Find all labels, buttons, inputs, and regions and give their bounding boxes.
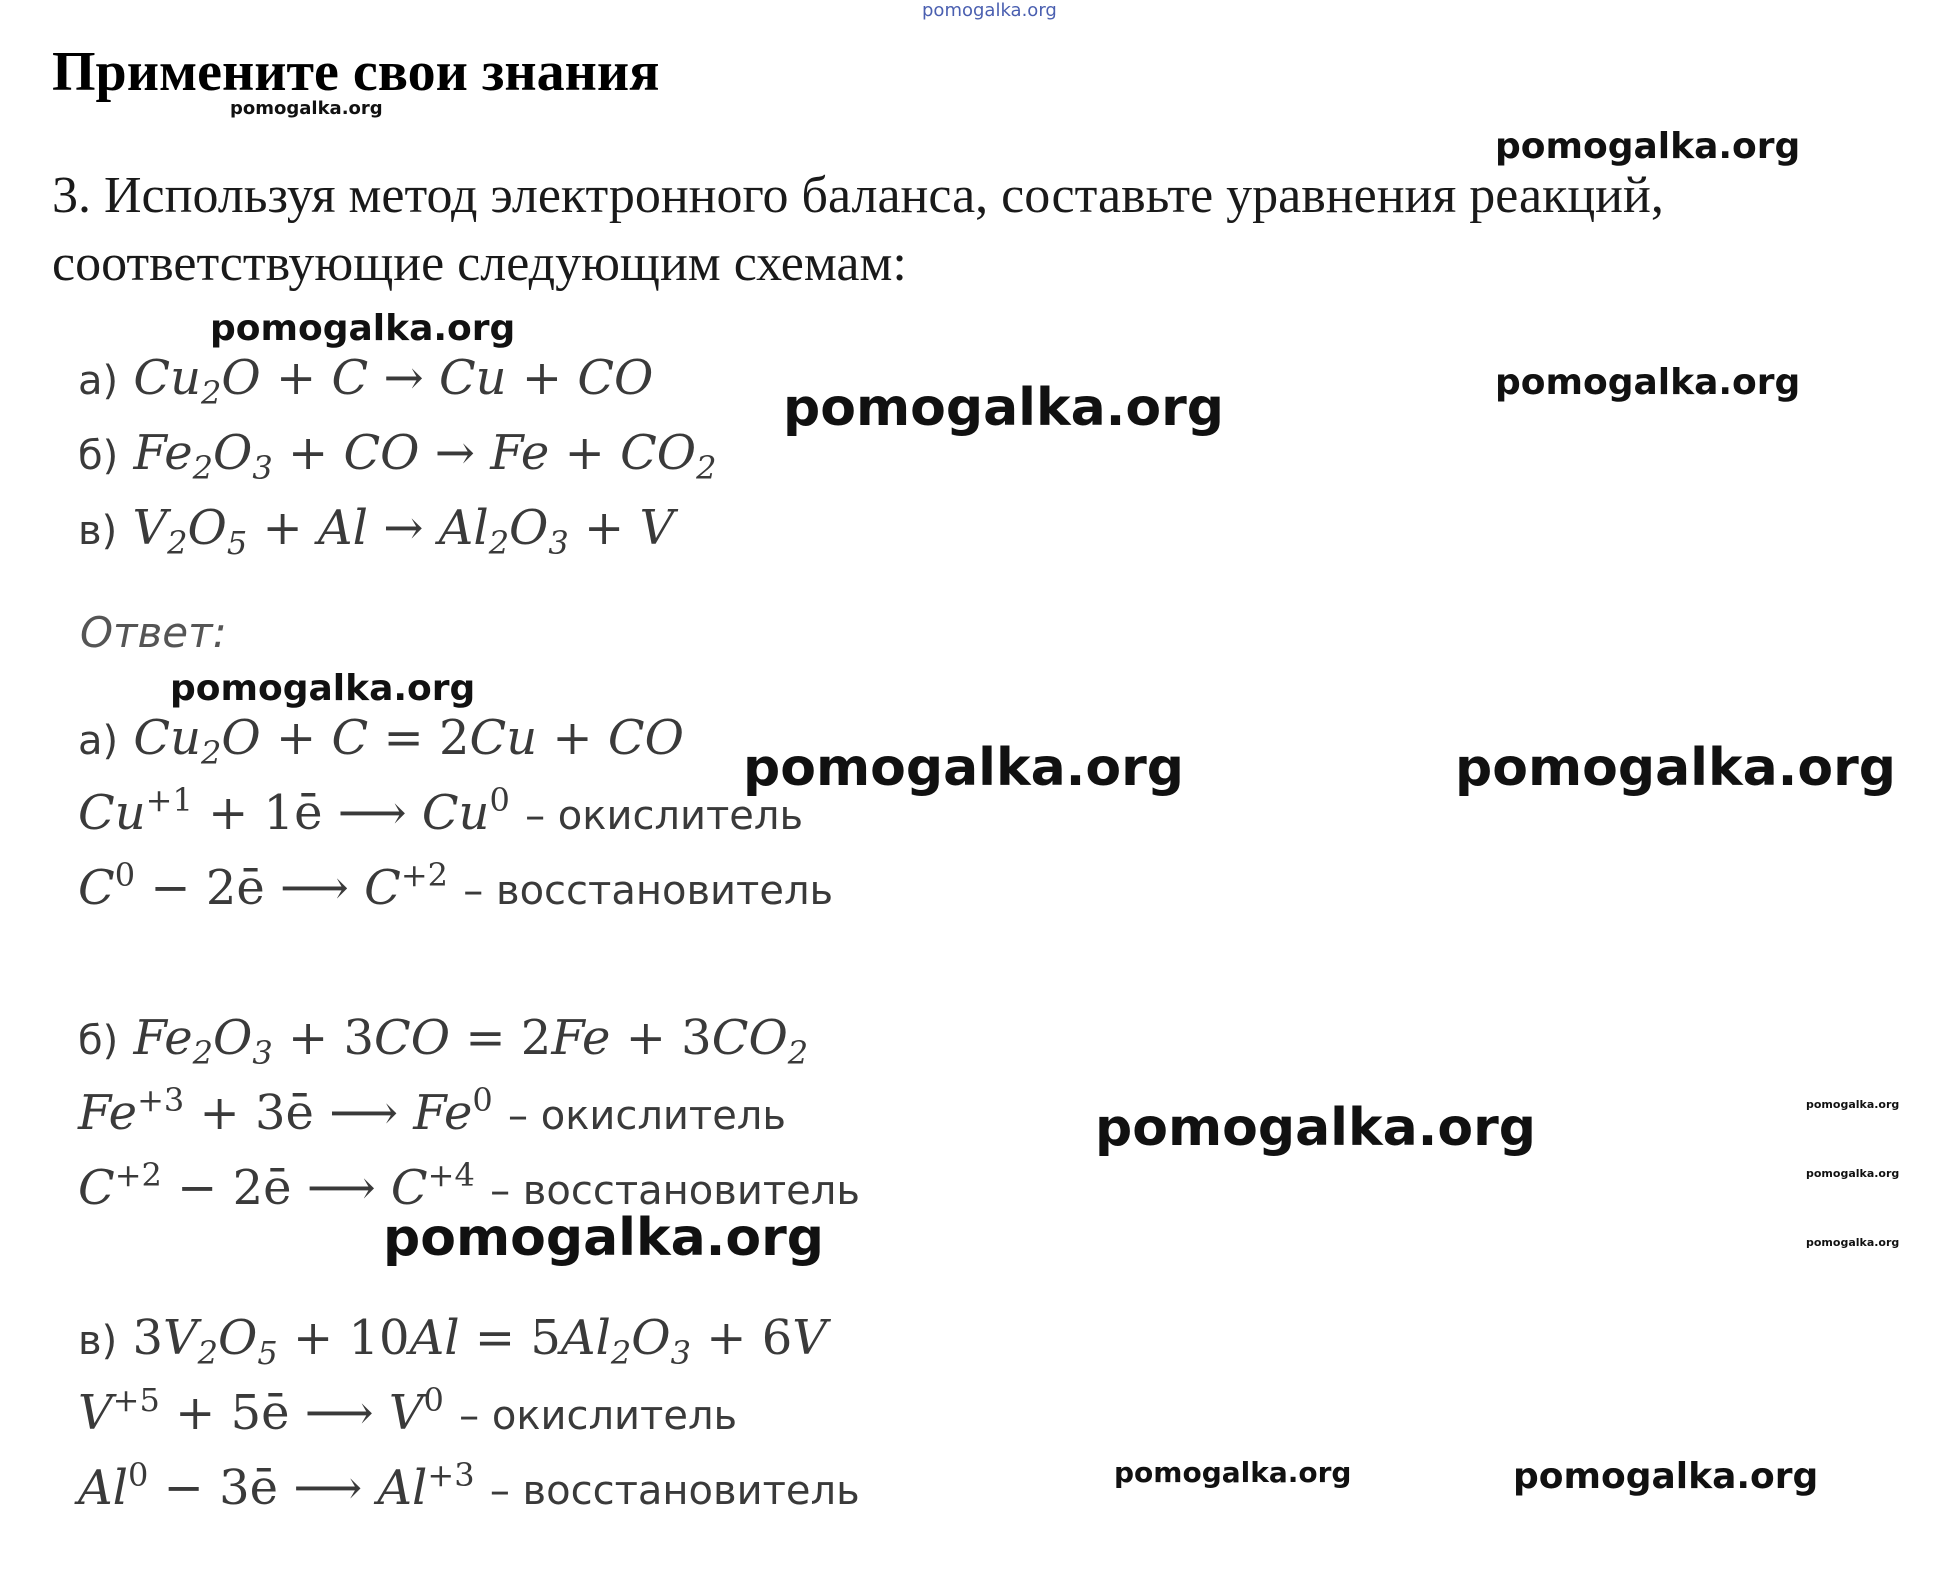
watermark: pomogalka.org bbox=[383, 1208, 825, 1268]
page-title: Примените свои знания bbox=[52, 41, 660, 103]
answer-b-reducer: $C^{+2}$ − 2ē ⟶ $C^{+4}$ – восстановитель bbox=[78, 1156, 860, 1216]
watermark: pomogalka.org bbox=[210, 308, 516, 349]
watermark: pomogalka.org bbox=[170, 668, 476, 709]
answer-v-reducer: $Al^0$ − 3ē ⟶ $Al^{+3}$ – восстановитель bbox=[78, 1456, 860, 1516]
task-line-1: 3. Используя метод электронного баланса, составьте уравнения реакций, bbox=[52, 167, 1664, 224]
answer-v-equation: в) $3V_2O_5 + 10Al = 5Al_2O_3 + 6V$ bbox=[78, 1310, 827, 1372]
scheme-v-label: в) bbox=[78, 508, 118, 554]
oxidizer-role: – окислитель bbox=[508, 1093, 786, 1139]
scheme-a-label: а) bbox=[78, 358, 119, 404]
watermark: pomogalka.org bbox=[1114, 1456, 1352, 1489]
watermark: pomogalka.org bbox=[1806, 1098, 1900, 1111]
watermark: pomogalka.org bbox=[1806, 1167, 1900, 1180]
task-text bbox=[52, 162, 1912, 298]
reducer-role: – восстановитель bbox=[463, 868, 834, 914]
oxidizer-role: – окислитель bbox=[525, 793, 804, 839]
answer-v-oxidizer: $V^{+5}$ + 5ē ⟶ $V^0$ – окислитель bbox=[78, 1381, 738, 1441]
watermark: pomogalka.org bbox=[1513, 1456, 1819, 1497]
answer-b-oxidizer: $Fe^{+3}$ + 3ē ⟶ Fe$^0$ – окислитель bbox=[78, 1081, 786, 1141]
oxidizer-role: – окислитель bbox=[459, 1393, 738, 1439]
watermark: pomogalka.org bbox=[1455, 738, 1897, 798]
watermark: pomogalka.org bbox=[230, 98, 383, 119]
answer-b-label: б) bbox=[78, 1018, 119, 1064]
watermark: pomogalka.org bbox=[1495, 126, 1801, 167]
answer-a-reducer: $C^0$ − 2ē ⟶ $C^{+2}$ – восстановитель bbox=[78, 856, 834, 916]
answer-label: Ответ: bbox=[80, 608, 227, 657]
watermark: pomogalka.org bbox=[922, 0, 1057, 21]
answer-a-label: а) bbox=[78, 718, 119, 764]
watermark: pomogalka.org bbox=[783, 378, 1225, 438]
answer-v-label: в) bbox=[78, 1318, 118, 1364]
scheme-v: в) $V_2O_5 + Al \to Al_2O_3 + V$ bbox=[78, 500, 675, 562]
watermark: pomogalka.org bbox=[743, 738, 1185, 798]
reducer-role: – восстановитель bbox=[490, 1168, 860, 1214]
watermark: pomogalka.org bbox=[1095, 1098, 1537, 1158]
scheme-b-label: б) bbox=[78, 433, 119, 479]
scheme-a: а) $Cu_2O + C \to Cu$ + CO bbox=[78, 350, 654, 412]
answer-b-equation: б) $Fe_2O_3 + 3CO = 2Fe + 3CO_2$ bbox=[78, 1010, 809, 1072]
scheme-b: б) $Fe_2O_3$ + CO → $Fe + CO_2$ bbox=[78, 425, 717, 487]
task-line-2: соответствующие следующим схемам: bbox=[52, 235, 907, 292]
answer-a-equation: а) $Cu_2O + C = 2Cu$ + CO bbox=[78, 710, 684, 772]
reducer-role: – восстановитель bbox=[489, 1468, 860, 1514]
watermark: pomogalka.org bbox=[1806, 1236, 1900, 1249]
watermark: pomogalka.org bbox=[1495, 362, 1801, 403]
answer-a-oxidizer: $Cu^{+1}$ + 1ē ⟶ Cu$^0$ – окислитель bbox=[78, 781, 804, 841]
